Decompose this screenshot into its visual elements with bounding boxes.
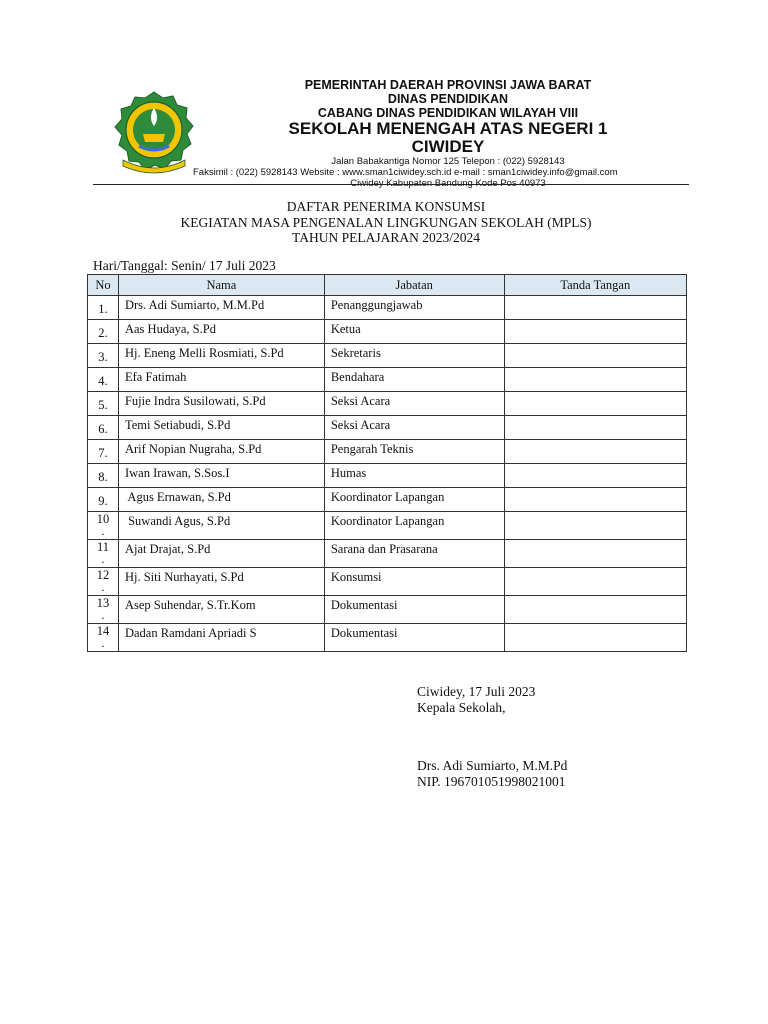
cell-tanda-tangan [504, 416, 686, 440]
cell-nama: Agus Ernawan, S.Pd [118, 488, 324, 512]
cell-nama: Ajat Drajat, S.Pd [118, 540, 324, 568]
cell-nama: Aas Hudaya, S.Pd [118, 320, 324, 344]
cell-no: 3. [88, 344, 119, 368]
cell-jabatan: Sarana dan Prasarana [324, 540, 504, 568]
table-row [88, 368, 687, 392]
header-tanda-tangan: Tanda Tangan [504, 275, 686, 296]
cell-nama: Hj. Eneng Melli Rosmiati, S.Pd [118, 344, 324, 368]
branch-name: CABANG DINAS PENDIDIKAN WILAYAH VIII [317, 106, 579, 120]
table-row [88, 464, 687, 488]
cell-jabatan: Seksi Acara [324, 416, 504, 440]
cell-jabatan: Ketua [324, 320, 504, 344]
title-line-3: TAHUN PELAJARAN 2023/2024 [292, 230, 480, 245]
recipient-table [87, 274, 687, 652]
sign-nip: NIP. 196701051998021001 [417, 774, 566, 789]
table-row [88, 488, 687, 512]
table-row [88, 540, 687, 568]
cell-jabatan: Koordinator Lapangan [324, 512, 504, 540]
cell-tanda-tangan [504, 464, 686, 488]
postal-line: Ciwidey Kabupaten Bandung Kode Pos 40973 [350, 178, 546, 189]
cell-jabatan: Koordinator Lapangan [324, 488, 504, 512]
cell-nama: Fujie Indra Susilowati, S.Pd [118, 392, 324, 416]
table-row [88, 624, 687, 652]
contact-line: Faksimil : (022) 5928143 Website : www.sman1ciwidey.sch.id e-mail : sman1ciwidey.info@gmail.com [193, 167, 618, 178]
cell-no: 5. [88, 392, 119, 416]
cell-tanda-tangan [504, 344, 686, 368]
cell-jabatan: Bendahara [324, 368, 504, 392]
cell-jabatan: Konsumsi [324, 568, 504, 596]
cell-no: 11 . [88, 540, 119, 568]
table-row [88, 392, 687, 416]
cell-tanda-tangan [504, 512, 686, 540]
header-jabatan: Jabatan [324, 275, 504, 296]
day-date-line: Hari/Tanggal: Senin/ 17 Juli 2023 [93, 258, 276, 273]
cell-no: 14 . [88, 624, 119, 652]
cell-jabatan: Dokumentasi [324, 596, 504, 624]
cell-tanda-tangan [504, 624, 686, 652]
cell-tanda-tangan [504, 488, 686, 512]
table-row [88, 296, 687, 320]
cell-tanda-tangan [504, 440, 686, 464]
cell-jabatan: Seksi Acara [324, 392, 504, 416]
cell-no: 7. [88, 440, 119, 464]
cell-no: 1. [88, 296, 119, 320]
title-line-1: DAFTAR PENERIMA KONSUMSI [286, 199, 486, 214]
cell-no: 10 . [88, 512, 119, 540]
cell-tanda-tangan [504, 596, 686, 624]
table-row [88, 344, 687, 368]
cell-nama: Asep Suhendar, S.Tr.Kom [118, 596, 324, 624]
table-row [88, 416, 687, 440]
gov-name: PEMERINTAH DAERAH PROVINSI JAWA BARAT [304, 78, 592, 92]
cell-no: 6. [88, 416, 119, 440]
cell-jabatan: Penanggungjawab [324, 296, 504, 320]
cell-nama: Temi Setiabudi, S.Pd [118, 416, 324, 440]
school-name: SEKOLAH MENENGAH ATAS NEGERI 1 [288, 119, 608, 138]
signature-block [417, 684, 567, 790]
cell-nama: Suwandi Agus, S.Pd [118, 512, 324, 540]
document-title [93, 199, 679, 246]
letterhead-divider [93, 184, 689, 185]
table-row [88, 568, 687, 596]
table-body [88, 296, 687, 652]
cell-no: 2. [88, 320, 119, 344]
sign-position: Kepala Sekolah, [417, 700, 506, 715]
cell-tanda-tangan [504, 296, 686, 320]
school-city: CIWIDEY [411, 137, 485, 156]
cell-jabatan: Sekretaris [324, 344, 504, 368]
cell-no: 8. [88, 464, 119, 488]
cell-nama: Efa Fatimah [118, 368, 324, 392]
table-header-row [88, 275, 687, 296]
table-row [88, 512, 687, 540]
cell-nama: Iwan Irawan, S.Sos.I [118, 464, 324, 488]
agency-name: DINAS PENDIDIKAN [387, 92, 509, 106]
cell-tanda-tangan [504, 540, 686, 568]
sign-name: Drs. Adi Sumiarto, M.M.Pd [417, 758, 568, 773]
table-row [88, 440, 687, 464]
cell-jabatan: Pengarah Teknis [324, 440, 504, 464]
title-line-2: KEGIATAN MASA PENGENALAN LINGKUNGAN SEKOLAH (MPLS) [180, 214, 592, 230]
cell-nama: Drs. Adi Sumiarto, M.M.Pd [118, 296, 324, 320]
letterhead-text [193, 78, 683, 189]
cell-jabatan: Dokumentasi [324, 624, 504, 652]
cell-no: 9. [88, 488, 119, 512]
letterhead [93, 70, 689, 188]
table-row [88, 596, 687, 624]
table-row [88, 320, 687, 344]
signature-space [417, 716, 567, 758]
header-nama: Nama [118, 275, 324, 296]
cell-tanda-tangan [504, 320, 686, 344]
cell-nama: Hj. Siti Nurhayati, S.Pd [118, 568, 324, 596]
cell-no: 13 . [88, 596, 119, 624]
header-no: No [88, 275, 119, 296]
sign-place-date: Ciwidey, 17 Juli 2023 [417, 684, 536, 699]
west-java-emblem-icon [113, 90, 195, 174]
address-line: Jalan Babakantiga Nomor 125 Telepon : (022) 5928143 [331, 156, 565, 167]
cell-no: 12 . [88, 568, 119, 596]
cell-tanda-tangan [504, 368, 686, 392]
cell-nama: Dadan Ramdani Apriadi S [118, 624, 324, 652]
cell-nama: Arif Nopian Nugraha, S.Pd [118, 440, 324, 464]
cell-jabatan: Humas [324, 464, 504, 488]
cell-tanda-tangan [504, 392, 686, 416]
cell-no: 4. [88, 368, 119, 392]
cell-tanda-tangan [504, 568, 686, 596]
